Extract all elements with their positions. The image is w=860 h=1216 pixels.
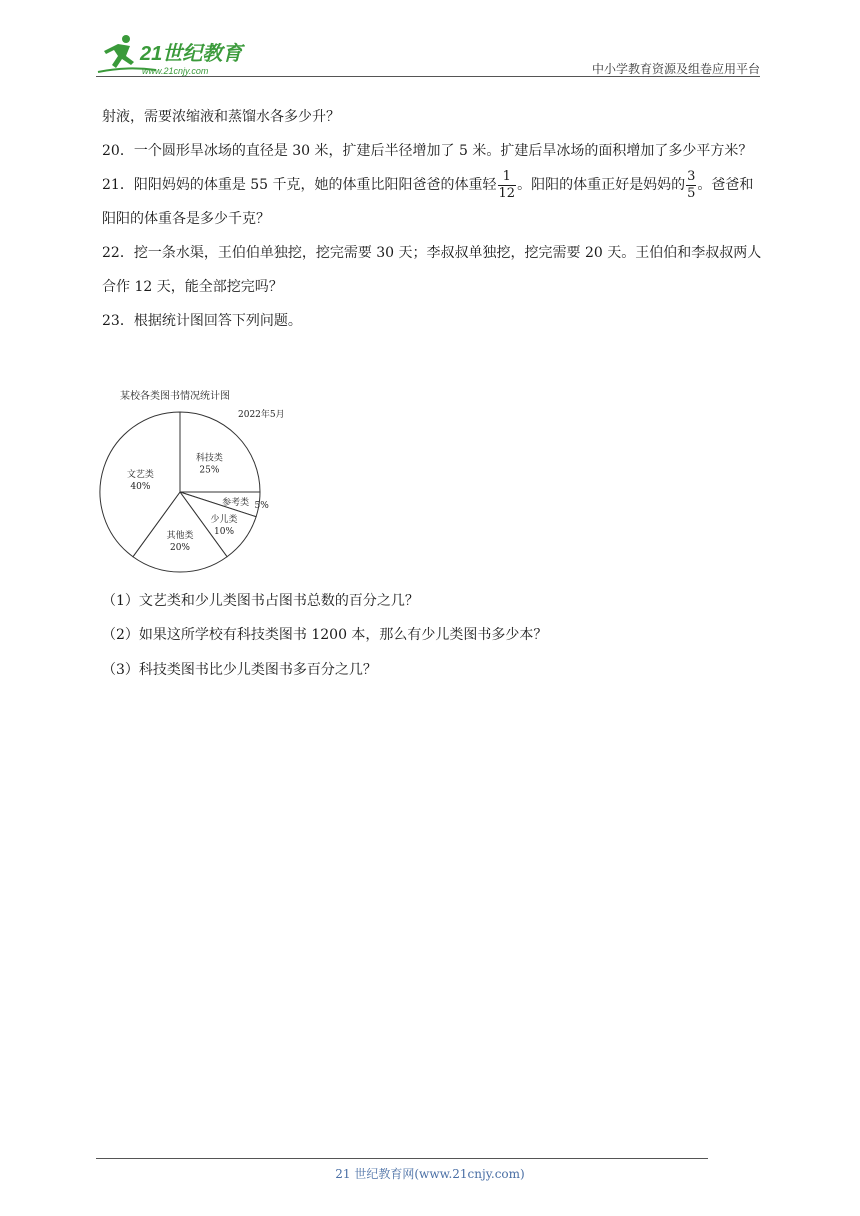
fraction-1-12 — [498, 169, 517, 202]
slice-percent: 40% — [130, 482, 151, 493]
slice-percent: 25% — [199, 465, 220, 476]
header-divider — [96, 76, 760, 77]
footer-text: 21 世纪教育网(www.21cnjy.com) — [335, 1167, 525, 1181]
slice-percent: 20% — [169, 543, 191, 553]
subquestion-3: （3）科技类图书比少儿类图书多百分之几？ — [102, 662, 377, 678]
chart-title: 某校各类图书情况统计图 — [120, 391, 230, 402]
question-21 — [102, 168, 762, 236]
question-21-part-c: 。爸爸和阳阳的体重各是多少千克？ — [102, 177, 754, 227]
fraction-numerator: 3 — [687, 168, 696, 184]
question-content — [102, 100, 762, 338]
footer-divider — [96, 1158, 708, 1159]
fraction-numerator: 1 — [498, 169, 517, 186]
chart-subtitle: 2022年5月 — [238, 410, 285, 420]
pie-chart — [96, 385, 285, 575]
fraction-denominator: 5 — [687, 185, 696, 201]
slice-label: 参考类 — [222, 497, 250, 508]
slice-label: 科技类 — [195, 453, 223, 464]
question-23: 23．根据统计图回答下列问题。 — [102, 313, 302, 329]
subquestion-2: （2）如果这所学校有科技类图书 1200 本，那么有少儿类图书多少本？ — [102, 627, 548, 643]
logo — [96, 32, 266, 78]
subquestion-1: （1）文艺类和少儿类图书占图书总数的百分之几？ — [102, 593, 419, 609]
slice-label: 少儿类 — [210, 514, 238, 525]
slice-label: 文艺类 — [126, 470, 154, 481]
platform-name: 中小学教育资源及组卷应用平台 — [591, 62, 760, 76]
question-22: 22．挖一条水渠，王伯伯单独挖，挖完需要 30 天；李叔叔单独挖，挖完需要 20 天。王伯伯和李叔叔两人合作 12 天，能全部挖完吗？ — [102, 245, 762, 295]
question-21-part-b: 。阳阳的体重正好是妈妈的 — [517, 177, 686, 193]
fraction-denominator: 12 — [498, 185, 516, 201]
logo-main-text: 21世纪教育 — [140, 43, 243, 65]
slice-percent: 10% — [214, 526, 235, 537]
slice-percent: 5% — [254, 500, 269, 511]
question-21-part-a: 21．阳阳妈妈的体重是 55 千克，她的体重比阳阳爸爸的体重轻 — [102, 177, 497, 193]
page-header — [96, 32, 760, 80]
slice-label: 其他类 — [166, 531, 194, 541]
fraction-3-5 — [686, 169, 696, 202]
pie-slice-1 — [180, 412, 260, 492]
logo-url-text: www.21cnjy.com — [142, 66, 209, 76]
question-20: 20．一个圆形旱冰场的直径是 30 米，扩建后半径增加了 5 米。扩建后旱冰场的面积增加了多少平方米？ — [102, 143, 753, 159]
question-19-tail: 射液，需要浓缩液和蒸馏水各多少升？ — [102, 109, 340, 125]
